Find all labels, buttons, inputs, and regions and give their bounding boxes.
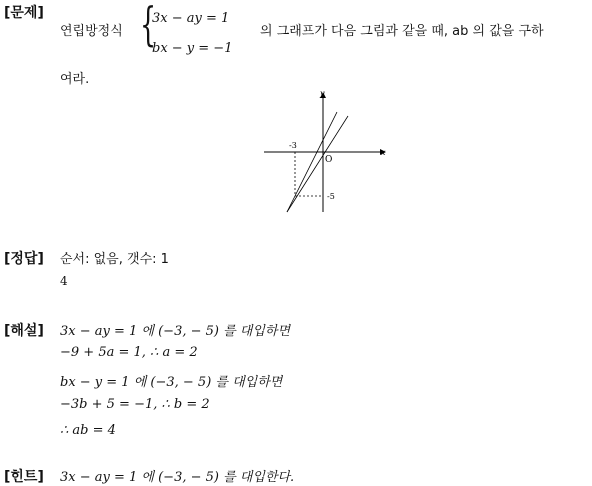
equation-1: 3x − ay = 1 — [152, 11, 230, 26]
solution-line: −9 + 5a = 1, ∴ a = 2 — [60, 345, 198, 360]
y-axis-label: y — [320, 89, 325, 98]
x-tick-label: -3 — [289, 141, 297, 150]
problem-tag: [문제] — [4, 5, 44, 21]
problem-prefix: 연립방정식 — [60, 24, 123, 39]
solution-line: −3b + 5 = −1, ∴ b = 2 — [60, 397, 210, 412]
solution-tag: [해설] — [4, 323, 44, 339]
problem-line2: 여라. — [60, 72, 90, 87]
system-brace: { — [140, 0, 157, 51]
solution-line: ∴ ab = 4 — [60, 423, 116, 438]
equation-2: bx − y = −1 — [152, 41, 233, 56]
hint-tag: [힌트] — [4, 469, 44, 485]
answer-value: 4 — [60, 274, 68, 288]
origin-label: O — [325, 155, 333, 165]
y-tick-label: -5 — [327, 192, 335, 201]
problem-suffix: 의 그래프가 다음 그림과 같을 때, ab 의 값을 구하 — [260, 24, 544, 39]
answer-meta: 순서: 없음, 갯수: 1 — [60, 252, 169, 267]
solution-line: bx − y = 1 에 (−3, − 5) 를 대입하면 — [60, 375, 283, 390]
answer-tag: [정답] — [4, 251, 44, 267]
x-axis-label: x — [381, 148, 386, 157]
graph-figure — [260, 88, 390, 218]
hint-text: 3x − ay = 1 에 (−3, − 5) 를 대입한다. — [60, 470, 295, 485]
graph-line-2 — [287, 116, 348, 212]
solution-line: 3x − ay = 1 에 (−3, − 5) 를 대입하면 — [60, 324, 291, 339]
